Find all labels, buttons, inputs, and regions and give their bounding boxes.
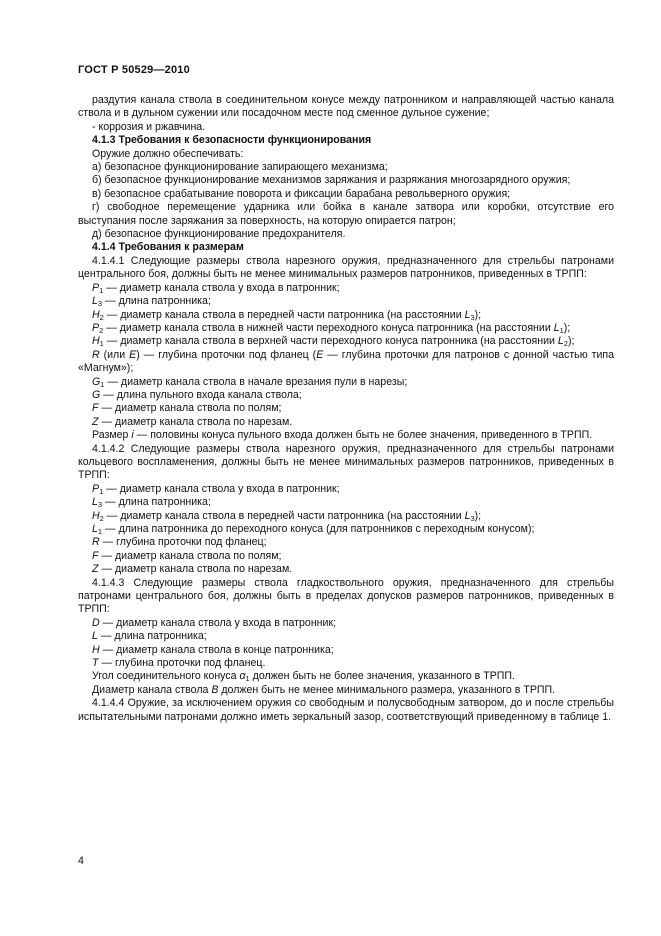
paragraph-4-1-4-3: 4.1.4.3 Следующие размеры ствола гладкоствольного оружия, предназначенного для стрельбы патронами центрального боя, должны быть в пределах допусков размеров патронников, приведенных в ТРПП: [78, 576, 614, 616]
symbol: L [92, 523, 98, 535]
list-item: в) безопасное срабатывание поворота и фиксации барабана револьверного оружия; [92, 187, 511, 200]
symbol: H [92, 643, 100, 656]
definition-item [78, 563, 614, 576]
symbol: F [92, 549, 99, 562]
symbol: L [464, 308, 471, 321]
punctuation: ); [567, 335, 575, 348]
definition-text: — диаметр канала ствола у входа в патронник; [106, 482, 340, 495]
symbol: L [553, 321, 560, 334]
definition-item [78, 617, 614, 630]
symbol: L [92, 295, 98, 308]
definition-text: — диаметр канала ствола по нарезам. [101, 415, 293, 428]
section-heading-4-1-4: 4.1.4 Требования к размерам [92, 241, 244, 254]
definition-item [78, 496, 614, 509]
definition-item [78, 282, 614, 295]
definition-text: — диаметр канала ствола в конце патронника; [102, 643, 334, 656]
paragraph-4-1-4-4: 4.1.4.4 Оружие, за исключением оружия со свободным и полусвободным затвором, до и после стрельбы испытательными патронами должно иметь зеркальный зазор, соответствующий приведенному в таблице 1. [78, 697, 614, 723]
symbol: E [129, 348, 137, 361]
definition-item [78, 644, 614, 657]
definition-text: — глубина проточки под фланец; [102, 536, 267, 549]
definition-text: — глубина проточки для патронов с донной частью типа «Магнум»); [78, 348, 614, 375]
symbol: i [131, 429, 134, 442]
section-heading-4-1-3: 4.1.3 Требования к безопасности функционирования [92, 134, 372, 147]
subscript: 2 [563, 339, 568, 349]
definition-text: Размер [92, 429, 132, 442]
subscript: 3 [470, 312, 475, 322]
paragraph [78, 670, 614, 683]
subscript: 1 [99, 339, 104, 349]
definition-text: — половины конуса пульного входа должен быть не более значения, приведенного в ТРПП. [133, 429, 593, 442]
punctuation: ); [563, 321, 571, 334]
paragraph: раздутия канала ствола в соединительном конусе между патронником и направляющей частью канала ствола и в дульном сужении или посадочном месте под сменное дульное сужение; [78, 94, 614, 120]
definition-text: — диаметр канала ствола в передней части патронника (на расстоянии [106, 308, 465, 321]
subscript: 1 [99, 486, 104, 496]
definition-text: — длина патронника до переходного конуса (для патронников с переходным конусом); [105, 523, 535, 535]
definition-item [78, 510, 614, 523]
definition-text: должен быть не менее минимального размера, указанного в ТРПП. [218, 683, 556, 696]
definition-item [78, 416, 614, 429]
symbol: Z [92, 415, 99, 428]
subscript: 3 [97, 299, 103, 309]
symbol: L [92, 630, 98, 643]
definition-text: — диаметр канала ствола по нарезам. [101, 563, 293, 576]
paragraph: Оружие должно обеспечивать: [92, 147, 244, 160]
symbol: Z [92, 563, 99, 576]
symbol: G [92, 388, 101, 401]
definition-item [78, 322, 614, 335]
definition-item [78, 483, 614, 496]
subscript: 3 [97, 500, 103, 510]
symbol: G [92, 375, 101, 388]
list-item: - коррозия и ржавчина. [92, 120, 206, 133]
definition-text: — диаметр канала ствола в передней части патронника (на расстоянии [106, 509, 465, 522]
definition-item [78, 349, 614, 376]
definition-item [78, 376, 614, 389]
subscript: 1 [97, 527, 103, 536]
list-item: д) безопасное функционирование предохранителя. [92, 228, 346, 241]
definition-text: — глубина проточки под фланец. [101, 657, 266, 670]
definition-text: — диаметр канала ствола в нижней части переходного конуса патронника (на расстоянии [106, 321, 554, 334]
symbol: R [92, 536, 100, 549]
document-body [78, 94, 614, 724]
subscript: 2 [99, 312, 104, 322]
definition-text: (или [99, 348, 130, 361]
definition-item [78, 550, 614, 563]
definition-text: — диаметр канала ствола у входа в патронник; [106, 281, 340, 294]
symbol: H [92, 335, 100, 348]
symbol: P [92, 281, 100, 294]
definition-item [78, 295, 614, 308]
subscript: 1 [559, 325, 564, 335]
definition-text: — диаметр канала ствола по полям; [101, 402, 282, 415]
paragraph-4-1-4-2: 4.1.4.2 Следующие размеры ствола нарезного оружия, предназначенного для стрельбы патронами кольцевого воспламенения, должны быть не менее минимальных размеров патронников, приведенных в ТРПП: [78, 442, 614, 482]
subscript: 2 [99, 325, 104, 335]
definition-text: — длина пульного входа канала ствола; [103, 388, 302, 401]
subscript: 2 [99, 513, 104, 523]
subscript: 1 [245, 674, 250, 684]
definition-item [78, 402, 614, 415]
symbol: F [92, 402, 99, 415]
symbol: B [211, 683, 219, 696]
definition-item [78, 389, 614, 402]
paragraph-4-1-4-1: 4.1.4.1 Следующие размеры ствола нарезного оружия, предназначенного для стрельбы патронами центрального боя, должны быть не менее минимальных размеров патронников, приведенных в ТРПП: [78, 254, 614, 281]
definition-item [78, 536, 614, 549]
definition-text: — диаметр канала ствола в начале врезания пули в нарезы; [107, 375, 408, 388]
symbol: α [239, 670, 246, 683]
page-number: 4 [78, 855, 84, 867]
list-item: г) свободное перемещение ударника или бойка в канале затвора или коробки, отсутствие его выступания после заряжания за поверхность, на которую опирается патрон; [78, 201, 614, 227]
definition-item [78, 630, 614, 643]
definition-text: — длина патронника; [100, 630, 207, 643]
symbol: L [92, 496, 98, 509]
definition-text: — диаметр канала ствола в верхней части переходного конуса патронника (на расстоянии [106, 335, 558, 348]
definition-text: ) — глубина проточки под фланец ( [136, 348, 317, 361]
definition-text: — диаметр канала ствола у входа в патронник; [102, 616, 337, 629]
document-id-header: ГОСТ Р 50529—2010 [78, 64, 190, 76]
definition-text: — длина патронника; [105, 496, 211, 509]
paragraph [78, 429, 614, 442]
definition-text: Угол соединительного конуса [92, 670, 240, 683]
symbol: D [92, 616, 100, 629]
definition-item [78, 309, 614, 322]
symbol: H [92, 308, 100, 321]
symbol: T [92, 657, 99, 670]
subscript: 1 [99, 285, 104, 295]
definition-item [78, 657, 614, 670]
punctuation: ); [474, 308, 482, 321]
list-item: б) безопасное функционирование механизмов заряжания и разряжания многозарядного оружия; [92, 174, 571, 187]
symbol: L [557, 335, 564, 348]
subscript: 1 [100, 379, 105, 389]
definition-item [78, 523, 614, 536]
symbol: L [464, 509, 471, 522]
definition-text: должен быть не более значения, указанного в ТРПП. [249, 670, 515, 683]
symbol: P [92, 321, 100, 334]
definition-text: — длина патронника; [105, 295, 211, 308]
paragraph [78, 684, 614, 697]
symbol: P [92, 482, 100, 495]
punctuation: ); [474, 509, 482, 522]
symbol: H [92, 509, 100, 522]
symbol: E [316, 348, 324, 361]
subscript: 3 [470, 513, 475, 523]
definition-text: — диаметр канала ствола по полям; [101, 549, 282, 562]
definition-item [78, 335, 614, 348]
symbol: R [92, 348, 100, 361]
definition-text: Диаметр канала ствола [92, 683, 212, 696]
list-item: а) безопасное функционирование запирающего механизма; [92, 161, 388, 174]
